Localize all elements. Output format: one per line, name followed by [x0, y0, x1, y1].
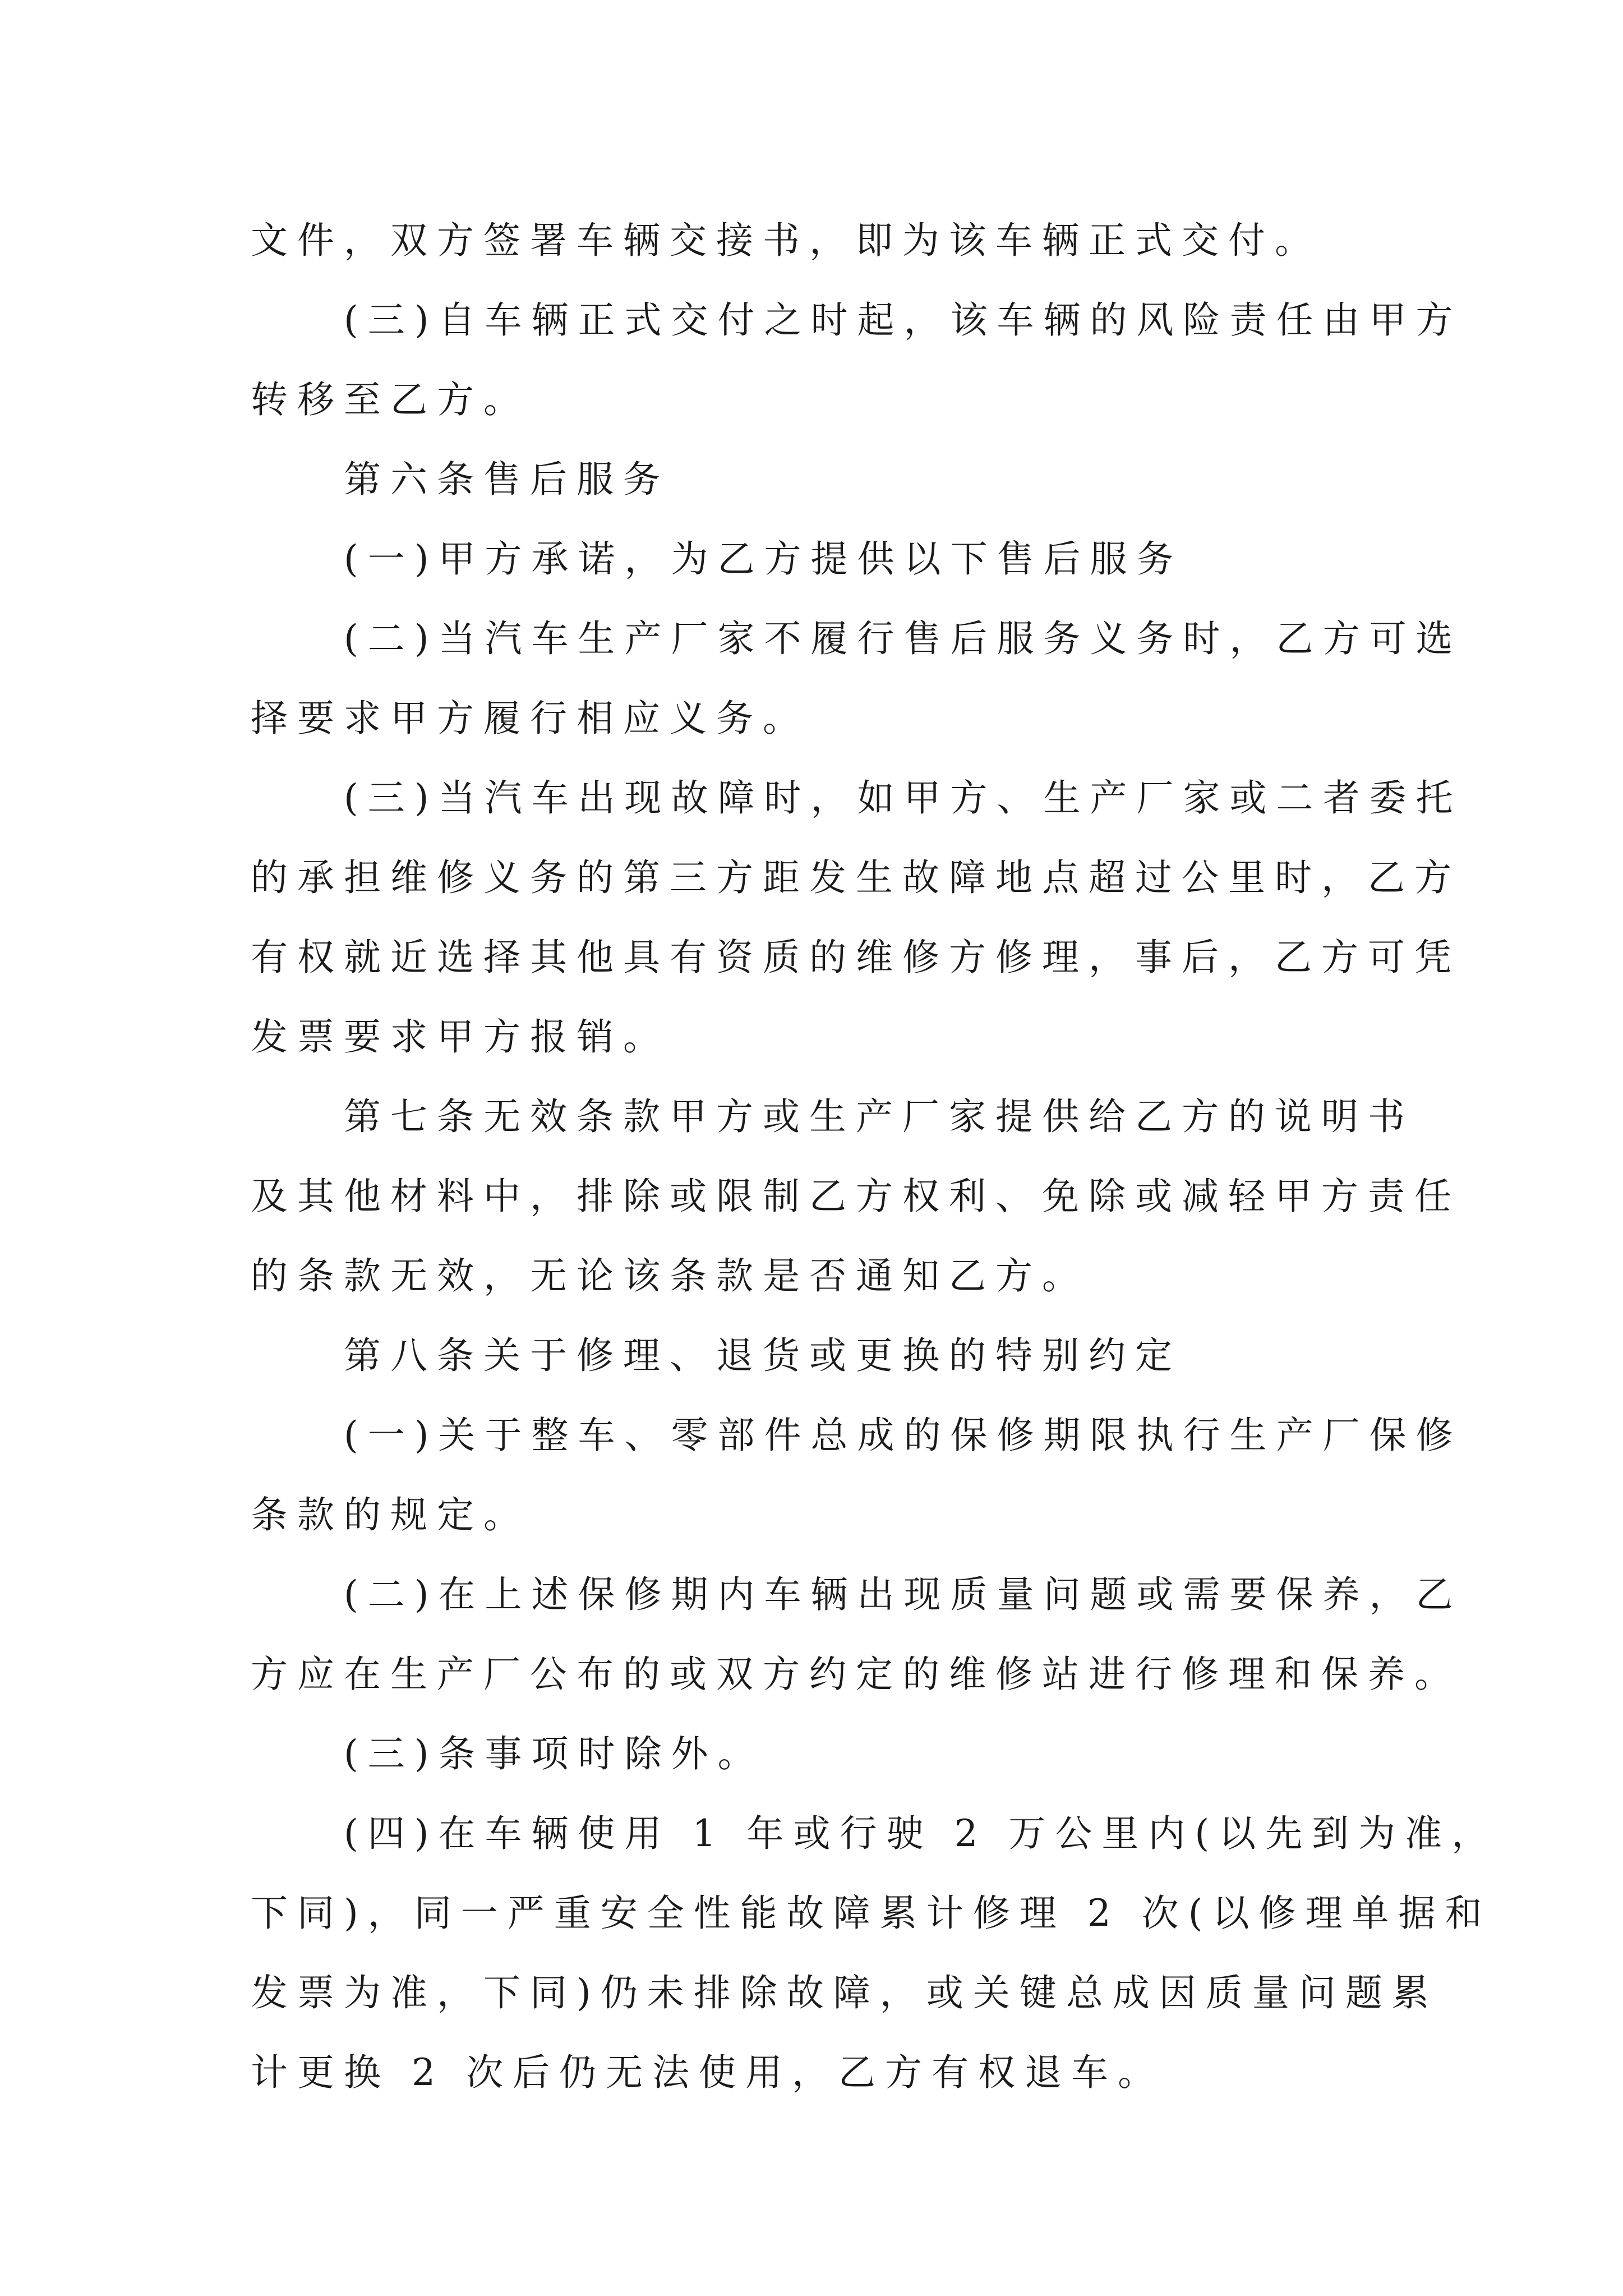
text-line: 计更换 2 次后仍无法使用，乙方有权退车。	[251, 2051, 1164, 2094]
text-line: 的承担维修义务的第三方距发生故障地点超过公里时，乙方	[251, 856, 1461, 899]
text-line: 条款的规定。	[251, 1493, 530, 1536]
text-line: 转移至乙方。	[251, 378, 530, 421]
article-8-heading: 第八条关于修理、退货或更换的特别约定	[344, 1334, 1182, 1377]
text-line: 的条款无效，无论该条款是否通知乙方。	[251, 1254, 1089, 1297]
text-line: 有权就近选择其他具有资质的维修方修理，事后，乙方可凭	[251, 936, 1461, 979]
article-8-item-4: (四)在车辆使用 1 年或行驶 2 万公里内(以先到为准，	[344, 1812, 1498, 1855]
article-6-item-3: (三)当汽车出现故障时，如甲方、生产厂家或二者委托	[344, 776, 1463, 820]
text-line: 及其他材料中，排除或限制乙方权利、免除或减轻甲方责任	[251, 1175, 1461, 1218]
article-6-heading: 第六条售后服务	[344, 458, 670, 501]
text-line: 发票要求甲方报销。	[251, 1015, 670, 1059]
article-8-item-3: (三)条事项时除外。	[344, 1732, 764, 1775]
article-6-item-1: (一)甲方承诺，为乙方提供以下售后服务	[344, 537, 1183, 581]
text-line: 方应在生产厂公布的或双方约定的维修站进行修理和保养。	[251, 1653, 1461, 1696]
text-line: 文件，双方签署车辆交接书，即为该车辆正式交付。	[251, 219, 1321, 262]
article-8-item-2: (二)在上述保修期内车辆出现质量问题或需要保养，乙	[344, 1573, 1463, 1616]
text-line: 择要求甲方履行相应义务。	[251, 697, 809, 740]
article-6-item-2: (二)当汽车生产厂家不履行售后服务义务时，乙方可选	[344, 617, 1463, 660]
document-body	[251, 201, 1498, 2113]
text-line: 发票为准，下同)仍未排除故障，或关键总成因质量问题累	[251, 1971, 1438, 2014]
article-7-heading: 第七条无效条款甲方或生产厂家提供给乙方的说明书	[344, 1095, 1414, 1138]
article-8-item-1: (一)关于整车、零部件总成的保修期限执行生产厂保修	[344, 1414, 1463, 1457]
text-line: 下同)，同一严重安全性能故障累计修理 2 次(以修理单据和	[251, 1892, 1492, 1935]
paragraph-3-item-3: (三)自车辆正式交付之时起，该车辆的风险责任由甲方	[344, 298, 1463, 342]
